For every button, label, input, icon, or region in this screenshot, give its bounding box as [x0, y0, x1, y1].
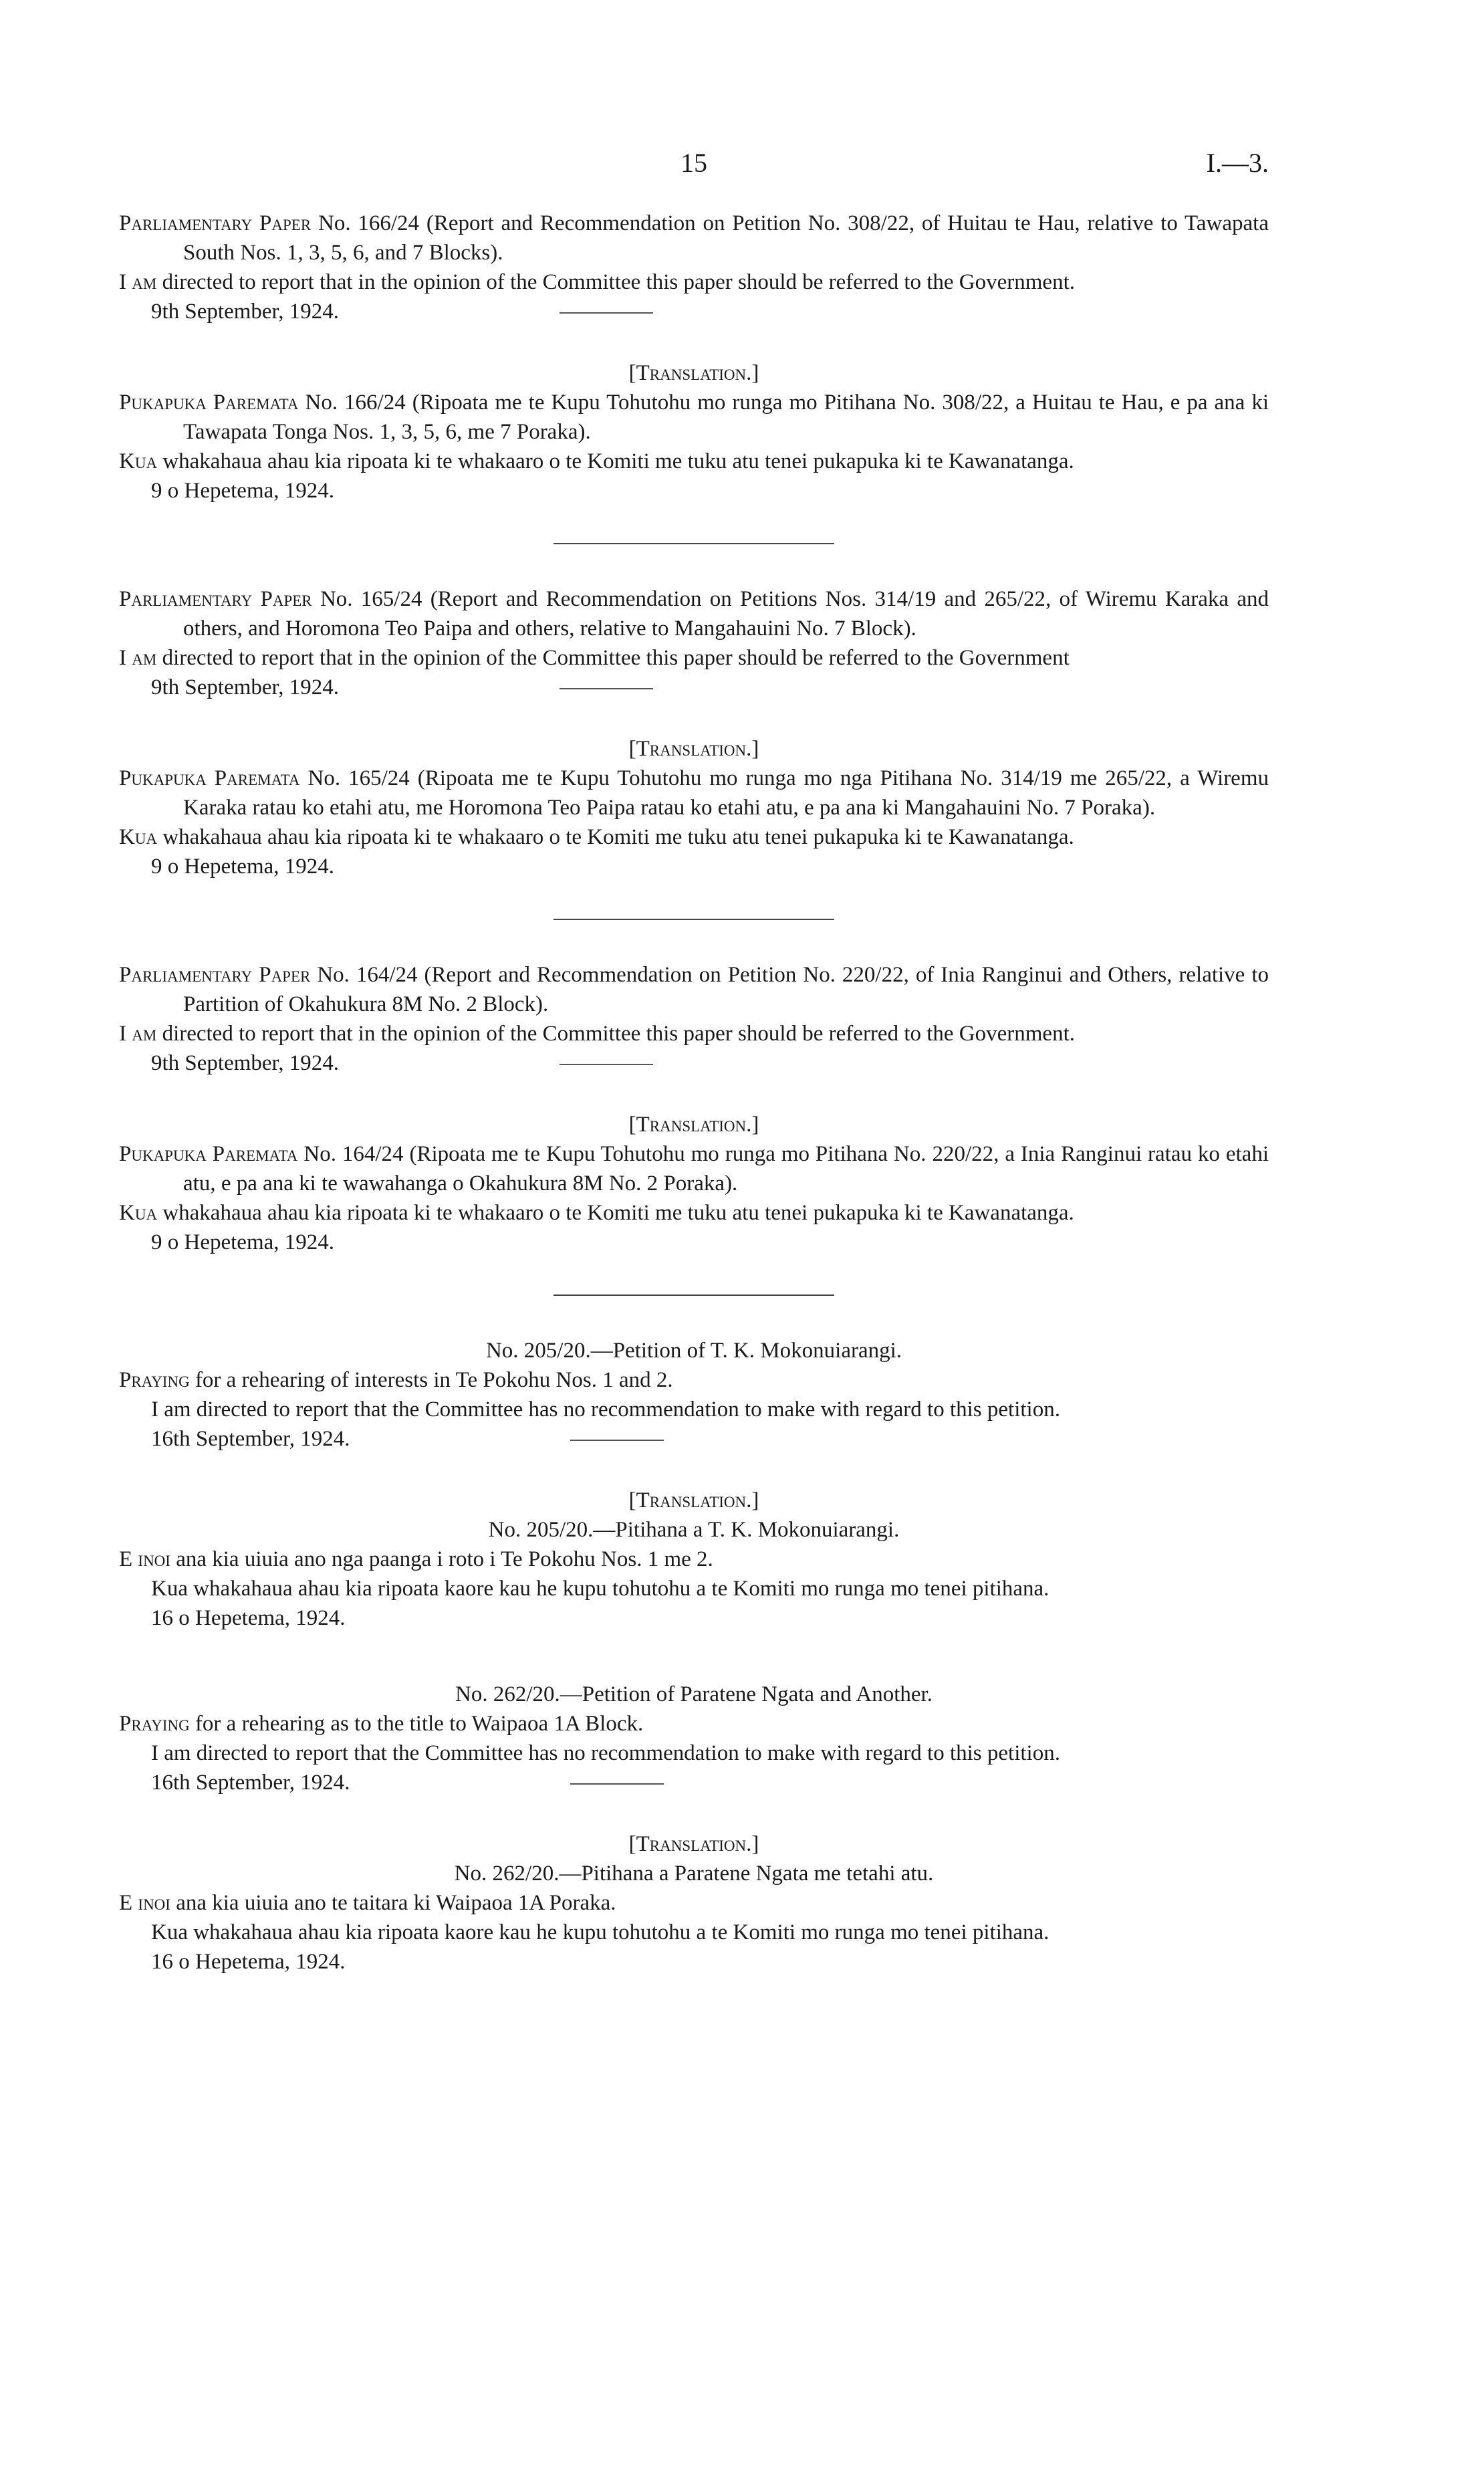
- petition-section-262: [119, 1680, 1269, 1977]
- translation-heading: Pukapuka Paremata No. 166/24 (Ripoata me te Kupu Tohutohu mo runga mo Pitihana No. 308/22, a Huitau te Hau, e pa ana ki Tawapata Tonga Nos. 1, 3, 5, 6, me 7 Poraka).: [119, 390, 1269, 444]
- paper-heading: Parliamentary Paper No. 164/24 (Report and Recommendation on Petition No. 220/22, of Inia Ranginui and Others, relative to Partition of Okahukura 8M No. 2 Block).: [119, 963, 1269, 1016]
- petition-body: I am directed to report that the Committee has no recommendation to make with regard to this petition.: [151, 1397, 1060, 1422]
- section-separator: [553, 543, 834, 544]
- page-header: [119, 148, 1269, 189]
- petition-date: 16th September, 1924.: [119, 1424, 1269, 1454]
- page-number: 15: [681, 148, 707, 178]
- spacer: [119, 1633, 1269, 1680]
- translation-body: Kua whakahaua ahau kia ripoata ki te whakaaro o te Komiti me tuku atu tenei pukapuka ki te Kawanatanga.: [119, 449, 1074, 473]
- paper-section-166: [119, 209, 1269, 505]
- translation-date: 16 o Hepetema, 1924.: [151, 1950, 346, 1974]
- page-column: [119, 0, 1269, 1977]
- petition-prayer: Praying for a rehearing as to the title to Waipaoa 1A Block.: [119, 1712, 644, 1736]
- petition-section-205: [119, 1336, 1269, 1633]
- translation-title: No. 205/20.—Pitihana a T. K. Mokonuiarangi.: [488, 1518, 900, 1542]
- petition-date: 16th September, 1924.: [119, 1768, 1269, 1797]
- short-rule: [560, 1064, 653, 1065]
- translation-body: Kua whakahaua ahau kia ripoata ki te whakaaro o te Komiti me tuku atu tenei pukapuka ki te Kawanatanga.: [119, 825, 1074, 849]
- translation-prayer: E inoi ana kia uiuia ano nga paanga i roto i Te Pokohu Nos. 1 me 2.: [119, 1547, 713, 1571]
- paper-section-165: [119, 584, 1269, 881]
- paper-heading: Parliamentary Paper No. 165/24 (Report and Recommendation on Petitions Nos. 314/19 and 265/22, of Wiremu Karaka and others, and Horomona Teo Paipa and others, relative to Mangahauini No. 7 Block).: [119, 587, 1269, 641]
- translation-title: No. 262/20.—Pitihana a Paratene Ngata me tetahi atu.: [454, 1862, 934, 1886]
- translation-date: 9 o Hepetema, 1924.: [151, 479, 335, 503]
- translation-prayer: E inoi ana kia uiuia ano te taitara ki Waipaoa 1A Poraka.: [119, 1891, 616, 1915]
- short-rule: [570, 1440, 664, 1441]
- paper-body: I am directed to report that in the opinion of the Committee this paper should be referred to the Government.: [119, 1022, 1076, 1046]
- short-rule: [570, 1783, 664, 1785]
- translation-date: 16 o Hepetema, 1924.: [151, 1606, 346, 1630]
- short-rule: [560, 312, 653, 314]
- paper-heading: Parliamentary Paper No. 166/24 (Report and Recommendation on Petition No. 308/22, of Huitau te Hau, relative to Tawapata South Nos. 1, 3, 5, 6, and 7 Blocks).: [119, 211, 1269, 265]
- translation-date: 9 o Hepetema, 1924.: [151, 855, 335, 879]
- translation-body: Kua whakahaua ahau kia ripoata kaore kau he kupu tohutohu a te Komiti mo runga mo tenei pitihana.: [151, 1577, 1049, 1601]
- translation-date: 9 o Hepetema, 1924.: [151, 1230, 335, 1254]
- petition-body: I am directed to report that the Committee has no recommendation to make with regard to this petition.: [151, 1741, 1060, 1765]
- translation-body: Kua whakahaua ahau kia ripoata kaore kau he kupu tohutohu a te Komiti mo runga mo tenei pitihana.: [151, 1920, 1049, 1944]
- paper-body: I am directed to report that in the opinion of the Committee this paper should be referred to the Government: [119, 646, 1070, 670]
- translation-heading: Pukapuka Paremata No. 165/24 (Ripoata me te Kupu Tohutohu mo runga mo nga Pitihana No. 314/19 me 265/22, a Wiremu Karaka ratau ko etahi atu, me Horomona Teo Paipa ratau ko etahi atu, e pa ana ki Mangahauini No. 7 Poraka).: [119, 766, 1269, 820]
- translation-label: [Translation.]: [628, 1488, 759, 1512]
- translation-label: [Translation.]: [628, 361, 759, 385]
- document-reference: I.—3.: [1206, 148, 1269, 178]
- paper-date: 9th September, 1924.: [119, 673, 1269, 702]
- section-separator: [553, 1294, 834, 1296]
- translation-label: [Translation.]: [628, 1832, 759, 1856]
- translation-body: Kua whakahaua ahau kia ripoata ki te whakaaro o te Komiti me tuku atu tenei pukapuka ki te Kawanatanga.: [119, 1201, 1074, 1225]
- short-rule: [560, 688, 653, 689]
- petition-prayer: Praying for a rehearing of interests in Te Pokohu Nos. 1 and 2.: [119, 1368, 673, 1392]
- translation-label: [Translation.]: [628, 737, 759, 761]
- paper-body: I am directed to report that in the opinion of the Committee this paper should be referred to the Government.: [119, 270, 1076, 294]
- paper-section-164: [119, 960, 1269, 1257]
- petition-title: No. 262/20.—Petition of Paratene Ngata and Another.: [455, 1682, 933, 1706]
- petition-title: No. 205/20.—Petition of T. K. Mokonuiarangi.: [485, 1339, 902, 1363]
- paper-date: 9th September, 1924.: [119, 297, 1269, 326]
- section-separator: [553, 919, 834, 920]
- paper-date: 9th September, 1924.: [119, 1048, 1269, 1078]
- translation-label: [Translation.]: [628, 1113, 759, 1137]
- translation-heading: Pukapuka Paremata No. 164/24 (Ripoata me te Kupu Tohutohu mo runga mo Pitihana No. 220/22, a Inia Ranginui ratau ko etahi atu, e pa ana ki te wawahanga o Okahukura 8M No. 2 Poraka).: [119, 1142, 1269, 1196]
